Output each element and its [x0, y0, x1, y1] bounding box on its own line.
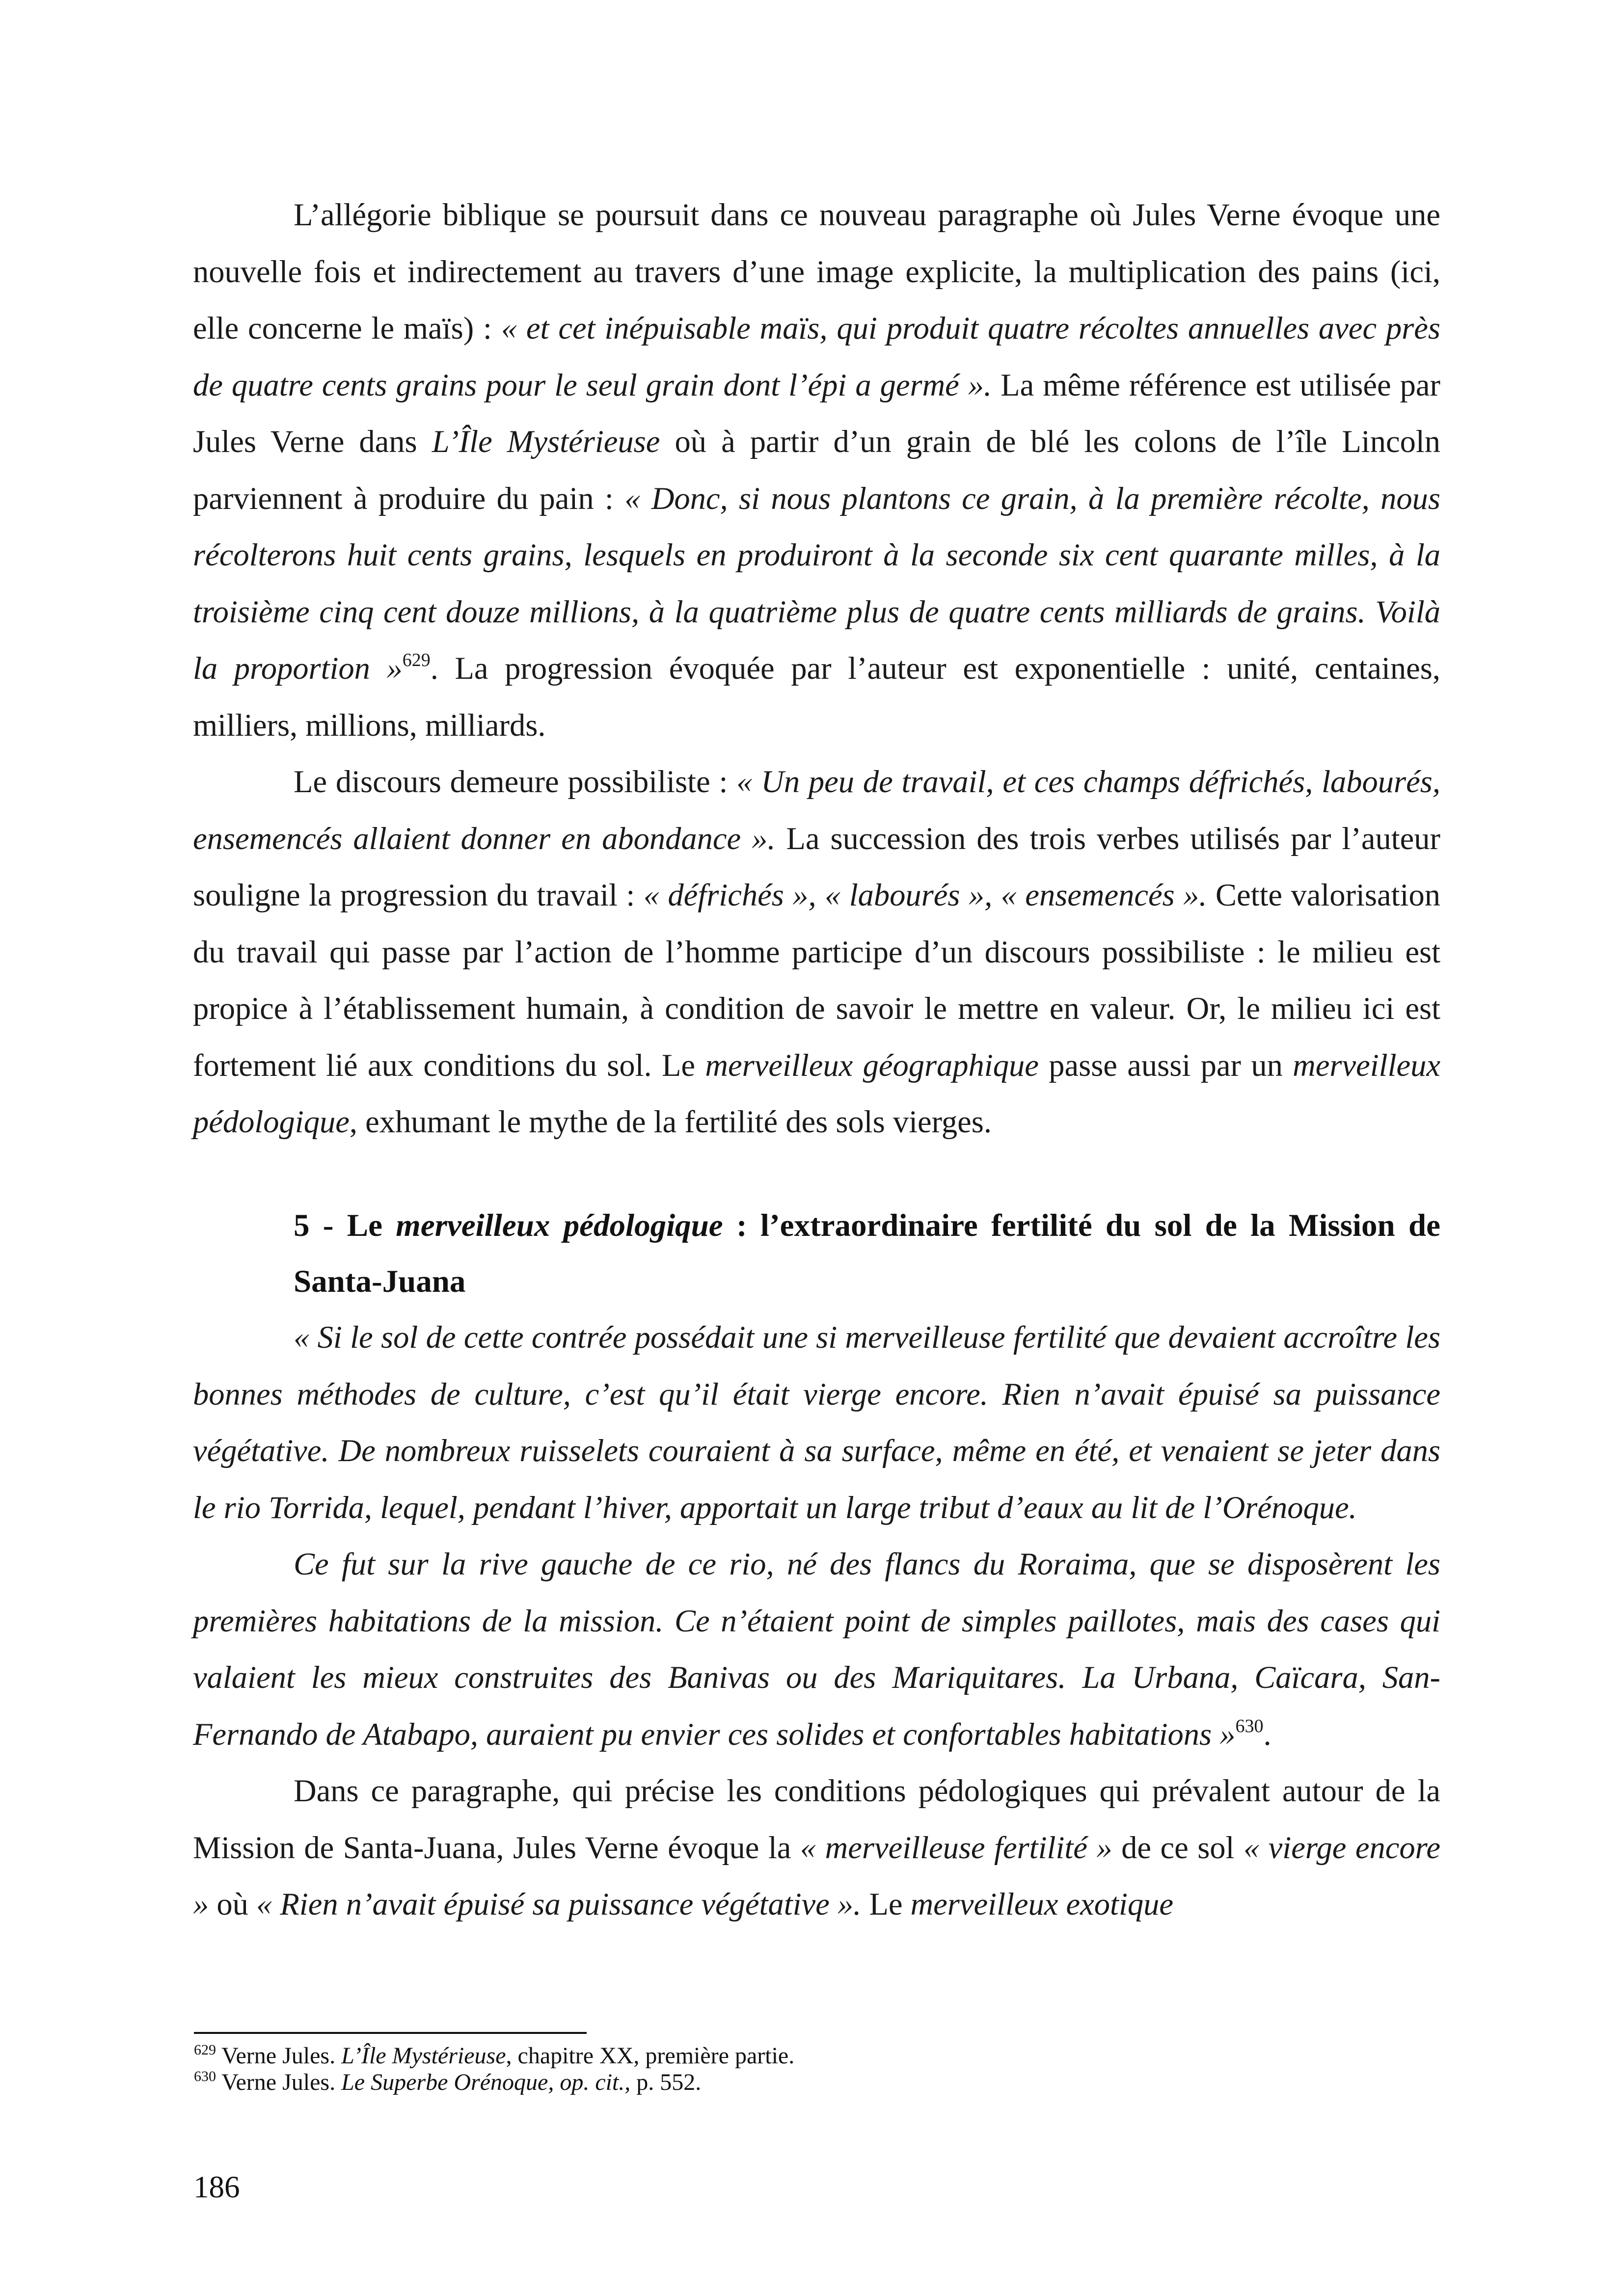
paragraph-possibiliste: Le discours demeure possibiliste : « Un peu de travail, et ces champs défrichés, labourés, ensemencés allaient donner en abondance ». La succession des trois verbes utilisés par l’auteur souligne la progression du travail : « défrichés », « labourés », « ensemencés ». Cette valorisation du travail qui passe par l’action de l’homme participe d’un discours possibiliste : le milieu est propice à l’établissement humain, à condition de savoir le mettre en valeur. Or, le milieu ici est fortement lié aux conditions du sol. Le merveilleux géographique passe aussi par un merveilleux pédologique, exhumant le mythe de la fertilité des sols vierges. [193, 764, 1441, 1139]
quote-mais: « et cet inépuisable maïs, qui produit quatre récoltes annuelles avec près de quatre cents grains pour le seul grain dont l’épi a germé ». [193, 311, 1440, 402]
quote-grain: « Donc, si nous plantons ce grain, à la première récolte, nous récolterons huit cents grains, lesquels en produiront à la seconde six cent quarante milles, à la troisième cinq cent douze millions, à la quatrième plus de quatre cents milliards de grains. Voilà la proportion » [193, 481, 1440, 686]
book-title: L’Île Mystérieuse [432, 424, 660, 459]
footnote-separator [194, 2032, 587, 2034]
section-heading: 5 - Le merveilleux pédologique : l’extraordinaire fertilité du sol de la Mission de Santa-Juana [294, 1208, 1440, 1299]
footnote-ref-629: 629 [402, 650, 431, 670]
footnote-630: $^{630}$ Verne Jules. Le Superbe Orénoque, op. cit., p. 552. [194, 2068, 702, 2095]
footnote-629: $^{629}$ Verne Jules. L’Île Mystérieuse, chapitre XX, première partie. [194, 2042, 795, 2069]
block-quote-2: Ce fut sur la rive gauche de ce rio, né des flancs du Roraima, que se disposèrent les premières habitations de la mission. Ce n’étaient point de simples paillotes, mais des cases qui valaient les mieux construites des Banivas ou des Mariquitares. La Urbana, Caïcara, San-Fernando de Atabapo, auraient pu envier ces solides et confortables habitations »$^{630}$. [193, 1547, 1440, 1752]
paragraph-allegorie: L’allégorie biblique se poursuit dans ce nouveau paragraphe où Jules Verne évoque une nouvelle fois et indirectement au travers d’une image explicite, la multiplication des pains (ici, elle concerne le maïs) : « et cet inépuisable maïs, qui produit quatre récoltes annuelles avec près de quatre cents grains pour le seul grain dont l’épi a germé ». La même référence est utilisée par Jules Verne dans L’Île Mystérieuse où à partir d’un grain de blé les colons de l’île Lincoln parviennent à produire du pain : « Donc, si nous plantons ce grain, à la première récolte, nous récolterons huit cents grains, lesquels en produiront à la seconde six cent quarante milles, à la troisième cinq cent douze millions, à la quatrième plus de quatre cents milliards de grains. Voilà la proportion »$^{629}$. La progression évoquée par l’auteur est exponentielle : unité, centaines, milliers, millions, milliards. [193, 197, 1440, 743]
quote-verbes: « défrichés », « labourés », « ensemencés ». [643, 878, 1207, 912]
page-number: 186 [193, 2170, 240, 2204]
paragraph-analyse: Dans ce paragraphe, qui précise les conditions pédologiques qui prévalent autour de la Mission de Santa-Juana, Jules Verne évoque la « merveilleuse fertilité » de ce sol « vierge encore » où « Rien n’avait épuisé sa puissance végétative ». Le merveilleux exotique [193, 1773, 1441, 1922]
block-quote-1: « Si le sol de cette contrée possédait une si merveilleuse fertilité que devaient accroître les bonnes méthodes de culture, c’est qu’il était vierge encore. Rien n’avait épuisé sa puissance végétative. De nombreux ruisselets couraient à sa surface, même en été, et venaient se jeter dans le rio Torrida, lequel, pendant l’hiver, apportait un large tribut d’eaux au lit de l’Orénoque. [193, 1320, 1440, 1525]
footnote-ref-630: 630 [1235, 1715, 1264, 1736]
quote-travail: « Un peu de travail, et ces champs défrichés, labourés, ensemencés allaient donner en abondance ». [193, 764, 1440, 856]
footnotes [194, 2043, 1421, 2096]
body-text-top [193, 187, 1440, 1150]
body-text-bottom [193, 1309, 1440, 1933]
